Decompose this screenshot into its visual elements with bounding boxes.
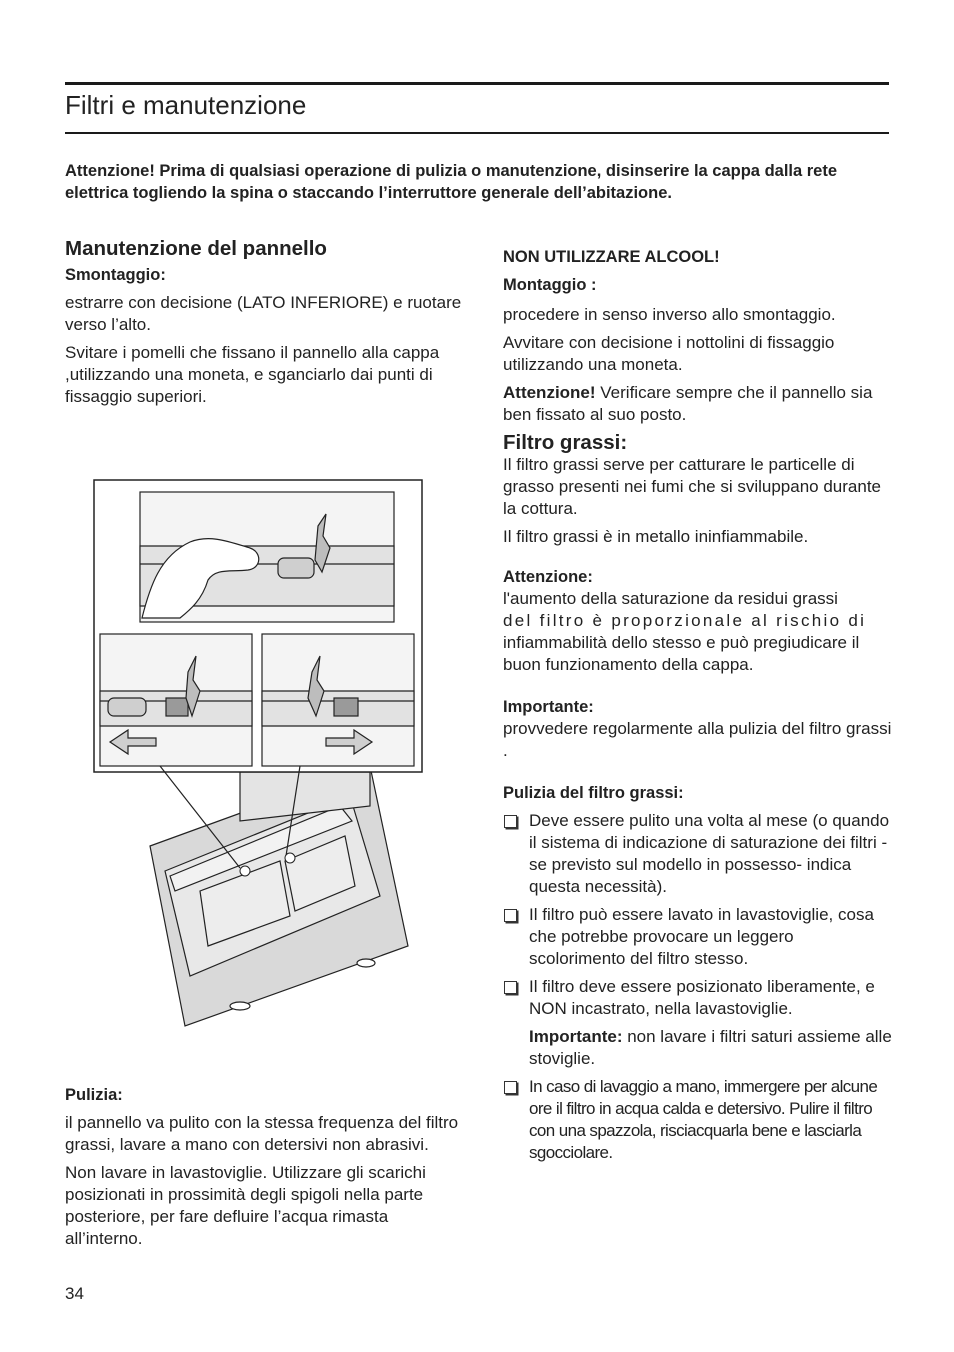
hood-diagram-svg: [90, 476, 430, 1036]
section-heading-panel-maintenance: Manutenzione del pannello: [65, 237, 327, 260]
importante-text: provvedere regolarmente alla pulizia del filtro grassi .: [503, 719, 892, 760]
pulizia-label: Pulizia:: [65, 1086, 123, 1104]
cleaning-checklist: [503, 810, 893, 1164]
page-title: Filtri e manutenzione: [65, 90, 307, 120]
checkbox-square-icon: [504, 909, 517, 922]
inset-right-arrow: [262, 634, 414, 766]
checkbox-square-icon: [504, 815, 517, 828]
page-number: 34: [65, 1284, 84, 1303]
list-item: Deve essere pulito una volta al mese (o quando il sistema di indicazione di saturazione dei filtri - se previsto sul modello in possesso- indica questa necessità).: [503, 810, 893, 898]
attenzione-line-1: l'aumento della saturazione da residui grassi: [503, 589, 838, 608]
no-alcohol-warning: NON UTILIZZARE ALCOOL!: [503, 248, 720, 266]
header-rule-bottom: [65, 132, 889, 134]
attenzione-label: Attenzione:: [503, 568, 593, 586]
hood-body: [150, 766, 408, 1026]
filtro-paragraph-2: Il filtro grassi è in metallo ininfiammabile.: [503, 527, 809, 546]
montaggio-attention-text: Verificare sempre che il pannello sia ben fissato al suo posto.: [503, 383, 873, 424]
montaggio-paragraph-2: Avvitare con decisione i nottolini di fissaggio utilizzando una moneta.: [503, 333, 835, 374]
pulizia-filtro-label: Pulizia del filtro grassi:: [503, 784, 684, 802]
pulizia-paragraph-1: il pannello va pulito con la stessa frequenza del filtro grassi, lavare a mano con detersivi non abrasivi.: [65, 1113, 459, 1154]
attenzione-line-3: infiammabilità dello stesso e può pregiudicare il buon funzionamento della cappa.: [503, 633, 860, 674]
item-note-text: non lavare i filtri saturi assieme alle stoviglie.: [529, 1027, 892, 1068]
attenzione-line-2: del filtro è proporzionale al rischio di: [503, 611, 867, 630]
smontaggio-paragraph-1: estrarre con decisione (LATO INFERIORE) e ruotare verso l’alto.: [65, 293, 462, 334]
panel-removal-illustration: [90, 476, 430, 1041]
fixing-knob-right: [285, 853, 295, 863]
montaggio-paragraph-1: procedere in senso inverso allo smontaggio.: [503, 305, 836, 324]
smontaggio-label: Smontaggio:: [65, 266, 166, 284]
fixing-knob-left: [240, 866, 250, 876]
inset-left-arrow: [100, 634, 252, 766]
panel-cleaning-block: [65, 1084, 465, 1256]
safety-warning: Attenzione! Prima di qualsiasi operazione di pulizia o manutenzione, disinserire la cappa dalla rete elettrica togliendo la spina o staccando l’interruttore generale dell’abitazione.: [65, 162, 838, 202]
smontaggio-paragraph-2: Svitare i pomelli che fissano il pannello alla cappa ,utilizzando una moneta, e sganciarlo dai punti di fissaggio superiori.: [65, 343, 440, 406]
header-rule-top: [65, 82, 889, 85]
checkbox-square-icon: [504, 1081, 517, 1094]
filtro-grassi-heading: Filtro grassi:: [503, 431, 628, 454]
pulizia-paragraph-2: Non lavare in lavastoviglie. Utilizzare gli scarichi posizionati in prossimità degli spigoli nella parte posteriore, per fare defluire l’acqua rimasta all’interno.: [65, 1163, 426, 1248]
right-column: [503, 246, 893, 1170]
filtro-paragraph-1: Il filtro grassi serve per catturare le particelle di grasso presenti nei fumi che si sviluppano durante la cottura.: [503, 455, 881, 518]
item-note: [529, 1026, 893, 1070]
inset-hand: [140, 492, 394, 622]
montaggio-label: Montaggio :: [503, 276, 597, 294]
montaggio-attention-bold: Attenzione!: [503, 383, 596, 402]
list-item: Il filtro deve essere posizionato liberamente, e NON incastrato, nella lavastoviglie. Importante: non lavare i filtri saturi assieme alle stoviglie.: [503, 976, 893, 1070]
item-note-bold: Importante:: [529, 1027, 623, 1046]
list-item: Il filtro può essere lavato in lavastoviglie, cosa che potrebbe provocare un leggero scolorimento del filtro stesso.: [503, 904, 893, 970]
checkbox-square-icon: [504, 981, 517, 994]
list-item: In caso di lavaggio a mano, immergere per alcune ore il filtro in acqua calda e detersivo. Pulire il filtro con una spazzola, risciacquarla bene e lasciarla sgocciolare.: [503, 1076, 893, 1164]
importante-label: Importante:: [503, 698, 594, 716]
montaggio-attention: [503, 382, 893, 426]
left-column: [65, 238, 465, 414]
